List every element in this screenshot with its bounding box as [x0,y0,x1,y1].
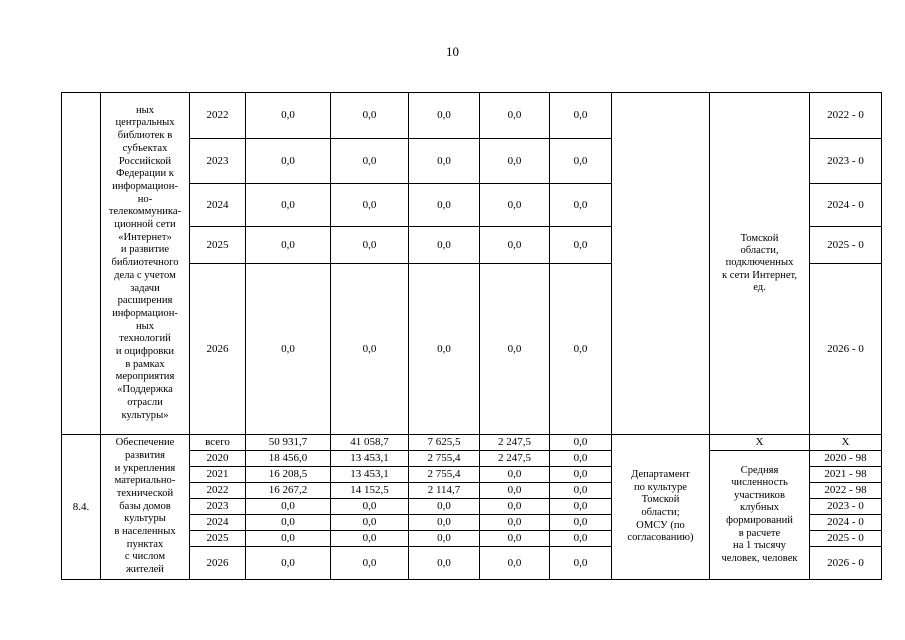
year-cell: 2025 [190,531,246,547]
target-cell: 2022 - 98 [810,483,882,499]
budget-table [61,92,882,580]
value-cell: 0,0 [550,467,612,483]
value-cell: 0,0 [246,499,331,515]
value-cell: 0,0 [480,547,550,580]
year-cell: 2022 [190,93,246,139]
value-cell: 0,0 [409,499,480,515]
value-cell: 18 456,0 [246,451,331,467]
target-cell: 2022 - 0 [810,93,882,139]
value-cell: 0,0 [550,435,612,451]
page-number: 10 [446,44,459,59]
value-cell: 0,0 [480,184,550,227]
value-cell: 16 208,5 [246,467,331,483]
value-cell: 0,0 [246,515,331,531]
target-cell: 2024 - 0 [810,184,882,227]
table-row [62,93,882,139]
value-cell: 0,0 [550,483,612,499]
measure-name-cell: Обеспечение развития и укрепления материально- технической базы домов культуры в населенных пунктах с числом жителей [101,435,190,580]
item-code-cell [62,93,101,435]
target-cell: 2023 - 0 [810,139,882,184]
value-cell: 7 625,5 [409,435,480,451]
value-cell: 0,0 [331,547,409,580]
year-cell: 2024 [190,184,246,227]
value-cell: 0,0 [550,531,612,547]
value-cell: 0,0 [331,515,409,531]
target-cell: 2025 - 0 [810,227,882,264]
value-cell: 0,0 [409,531,480,547]
value-cell: 0,0 [409,139,480,184]
value-cell: 41 058,7 [331,435,409,451]
value-cell: 14 152,5 [331,483,409,499]
value-cell: 0,0 [480,499,550,515]
item-code-cell: 8.4. [62,435,101,580]
value-cell: 0,0 [550,184,612,227]
value-cell: 0,0 [480,264,550,435]
value-cell: 0,0 [331,227,409,264]
indicator-cell: Средняя численность участников клубных формирований в расчете на 1 тысячу человек, человек [710,451,810,580]
value-cell: 2 755,4 [409,451,480,467]
target-cell: 2024 - 0 [810,515,882,531]
target-cell: X [810,435,882,451]
value-cell: 0,0 [331,264,409,435]
target-cell: 2026 - 0 [810,547,882,580]
year-cell: 2025 [190,227,246,264]
measure-name-cell: ных центральных библиотек в субъектах Российской Федерации к информацион- но- телекоммуника- ционной сети «Интернет» и развитие библиотечного дела с учетом задачи расширения информацион- ных технологий и оцифровки в рамках мероприятия «Поддержка отрасли культуры» [101,93,190,435]
value-cell: 13 453,1 [331,467,409,483]
executor-cell: Департамент по культуре Томской области; ОМСУ (по согласованию) [612,435,710,580]
value-cell: 0,0 [550,139,612,184]
value-cell: 0,0 [246,531,331,547]
year-cell: 2020 [190,451,246,467]
year-cell: 2023 [190,139,246,184]
value-cell: 0,0 [480,93,550,139]
value-cell: 0,0 [246,547,331,580]
year-cell: 2024 [190,515,246,531]
value-cell: 0,0 [331,139,409,184]
year-cell: 2022 [190,483,246,499]
value-cell: 0,0 [480,515,550,531]
value-cell: 0,0 [409,184,480,227]
value-cell: 0,0 [246,93,331,139]
value-cell: 16 267,2 [246,483,331,499]
value-cell: 0,0 [409,515,480,531]
year-cell: 2023 [190,499,246,515]
value-cell: 0,0 [331,531,409,547]
executor-cell [612,93,710,435]
value-cell: 0,0 [331,184,409,227]
value-cell: 2 114,7 [409,483,480,499]
target-cell: 2023 - 0 [810,499,882,515]
value-cell: 0,0 [409,227,480,264]
value-cell: 50 931,7 [246,435,331,451]
value-cell: 2 247,5 [480,435,550,451]
value-cell: 0,0 [550,227,612,264]
value-cell: 0,0 [480,483,550,499]
target-cell: 2025 - 0 [810,531,882,547]
indicator-x-cell: X [710,435,810,451]
value-cell: 0,0 [550,547,612,580]
target-cell: 2026 - 0 [810,264,882,435]
value-cell: 2 755,4 [409,467,480,483]
value-cell: 0,0 [331,93,409,139]
value-cell: 0,0 [331,499,409,515]
target-cell: 2020 - 98 [810,451,882,467]
value-cell: 0,0 [550,499,612,515]
value-cell: 0,0 [550,451,612,467]
year-cell: 2026 [190,264,246,435]
value-cell: 0,0 [480,467,550,483]
value-cell: 0,0 [550,93,612,139]
value-cell: 0,0 [409,93,480,139]
value-cell: 0,0 [480,139,550,184]
table-row [62,435,882,451]
year-cell: всего [190,435,246,451]
indicator-cell: Томской области, подключенных к сети Интернет, ед. [710,93,810,435]
value-cell: 0,0 [480,227,550,264]
value-cell: 0,0 [246,139,331,184]
year-cell: 2026 [190,547,246,580]
value-cell: 0,0 [409,547,480,580]
value-cell: 0,0 [550,264,612,435]
value-cell: 0,0 [550,515,612,531]
value-cell: 0,0 [246,227,331,264]
target-cell: 2021 - 98 [810,467,882,483]
value-cell: 0,0 [409,264,480,435]
value-cell: 0,0 [246,264,331,435]
value-cell: 0,0 [480,531,550,547]
value-cell: 2 247,5 [480,451,550,467]
value-cell: 13 453,1 [331,451,409,467]
value-cell: 0,0 [246,184,331,227]
year-cell: 2021 [190,467,246,483]
